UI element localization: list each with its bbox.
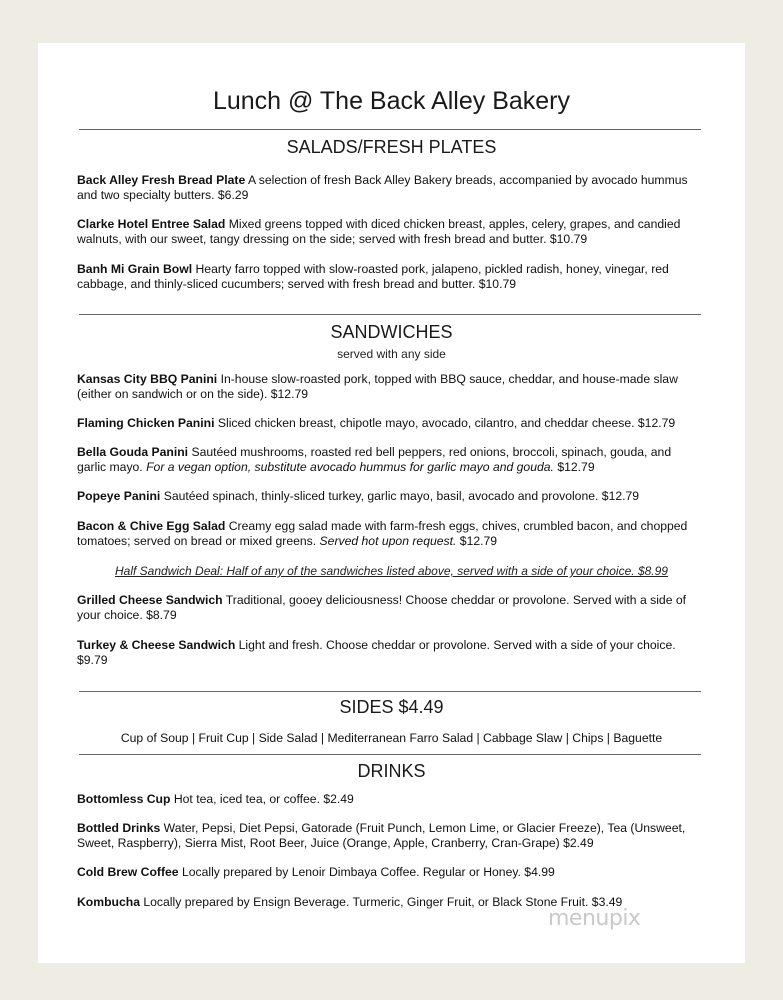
divider xyxy=(79,129,701,130)
item-description: Sautéed mushrooms, roasted red bell peppers, red onions, broccoli, spinach, gouda, and garlic mayo. xyxy=(77,445,672,474)
item-note: For a vegan option, substitute avocado hummus for garlic mayo and gouda. xyxy=(146,460,554,474)
menu-item xyxy=(77,416,702,431)
item-name: Bacon & Chive Egg Salad xyxy=(77,519,226,533)
item-description: Locally prepared by Ensign Beverage. Turmeric, Ginger Fruit, or Black Stone Fruit. $3.49 xyxy=(139,895,623,909)
item-name: Clarke Hotel Entree Salad xyxy=(77,217,226,231)
item-description: Water, Pepsi, Diet Pepsi, Gatorade (Fruit Punch, Lemon Lime, or Glacier Freeze), Tea (Unsweet, Sweet, Raspberry), Sierra Mist, Root Beer, Juice (Orange, Apple, Cranberry, Cran-Grape) $2.49 xyxy=(77,821,686,850)
divider xyxy=(79,691,701,692)
item-name: Popeye Panini xyxy=(77,489,161,503)
item-name: Cold Brew Coffee xyxy=(77,865,179,879)
menu-item xyxy=(77,217,702,247)
menu-item xyxy=(77,593,702,623)
sides-list: Cup of Soup | Fruit Cup | Side Salad | Mediterranean Farro Salad | Cabbage Slaw | Chips | Baguette xyxy=(120,731,663,745)
item-name: Bella Gouda Panini xyxy=(77,445,189,459)
menu-item xyxy=(77,821,702,851)
divider xyxy=(79,314,701,315)
salads-heading: SALADS/FRESH PLATES xyxy=(286,137,497,157)
menu-item xyxy=(77,262,702,292)
item-description: Mixed greens topped with diced chicken breast, apples, celery, grapes, and candied walnuts, with our sweet, tangy dressing on the side; served with fresh bread and butter. $10.79 xyxy=(77,217,681,246)
item-name: Flaming Chicken Panini xyxy=(77,416,215,430)
item-name: Turkey & Cheese Sandwich xyxy=(77,638,236,652)
item-price: $12.79 xyxy=(456,534,498,548)
item-description: Sliced chicken breast, chipotle mayo, avocado, cilantro, and cheddar cheese. $12.79 xyxy=(214,416,676,430)
menu-item xyxy=(77,865,702,880)
sides-heading: SIDES $4.49 xyxy=(339,697,444,717)
item-name: Banh Mi Grain Bowl xyxy=(77,262,193,276)
item-description: Creamy egg salad made with farm-fresh eggs, chives, crumbled bacon, and chopped tomatoes; served on bread or mixed greens. xyxy=(77,519,688,548)
item-description: Sautéed spinach, thinly-sliced turkey, garlic mayo, basil, avocado and provolone. $12.79 xyxy=(160,489,640,503)
sandwiches-subheading: served with any side xyxy=(337,347,446,361)
menu-item xyxy=(77,792,702,807)
menu-item xyxy=(77,638,702,668)
watermark: menupix xyxy=(548,906,641,931)
menu-title: Lunch @ The Back Alley Bakery xyxy=(212,87,571,115)
item-name: Grilled Cheese Sandwich xyxy=(77,593,223,607)
item-name: Kombucha xyxy=(77,895,140,909)
item-description: Light and fresh. Choose cheddar or provolone. Served with a side of your choice. $9.79 xyxy=(77,638,676,667)
divider xyxy=(79,754,701,755)
item-price: $12.79 xyxy=(553,460,595,474)
menu-item xyxy=(77,519,702,549)
drinks-heading: DRINKS xyxy=(357,761,426,781)
item-description: Hot tea, iced tea, or coffee. $2.49 xyxy=(170,792,354,806)
item-description: Traditional, gooey deliciousness! Choose cheddar or provolone. Served with a side of your choice. $8.79 xyxy=(77,593,687,622)
menu-page xyxy=(38,43,745,963)
item-name: Kansas City BBQ Panini xyxy=(77,372,218,386)
half-sandwich-deal: Half Sandwich Deal: Half of any of the sandwiches listed above, served with a side of your choice. $8.99 xyxy=(115,564,668,578)
menu-item xyxy=(77,372,702,402)
item-name: Bottomless Cup xyxy=(77,792,171,806)
item-description: Hearty farro topped with slow-roasted pork, jalapeno, pickled radish, honey, vinegar, red cabbage, and thinly-sliced cucumbers; served with fresh bread and butter. $10.79 xyxy=(77,262,669,291)
menu-item xyxy=(77,173,702,203)
menu-item xyxy=(77,489,702,504)
item-name: Back Alley Fresh Bread Plate xyxy=(77,173,246,187)
item-description: A selection of fresh Back Alley Bakery breads, accompanied by avocado hummus and two specialty butters. $6.29 xyxy=(77,173,688,202)
item-description: In-house slow-roasted pork, topped with BBQ sauce, cheddar, and house-made slaw (either on sandwich or on the side). $12.79 xyxy=(77,372,678,401)
sandwiches-heading: SANDWICHES xyxy=(330,322,453,342)
item-note: Served hot upon request. xyxy=(319,534,457,548)
item-name: Bottled Drinks xyxy=(77,821,161,835)
item-description: Locally prepared by Lenoir Dimbaya Coffee. Regular or Honey. $4.99 xyxy=(178,865,555,879)
menu-item xyxy=(77,445,702,475)
